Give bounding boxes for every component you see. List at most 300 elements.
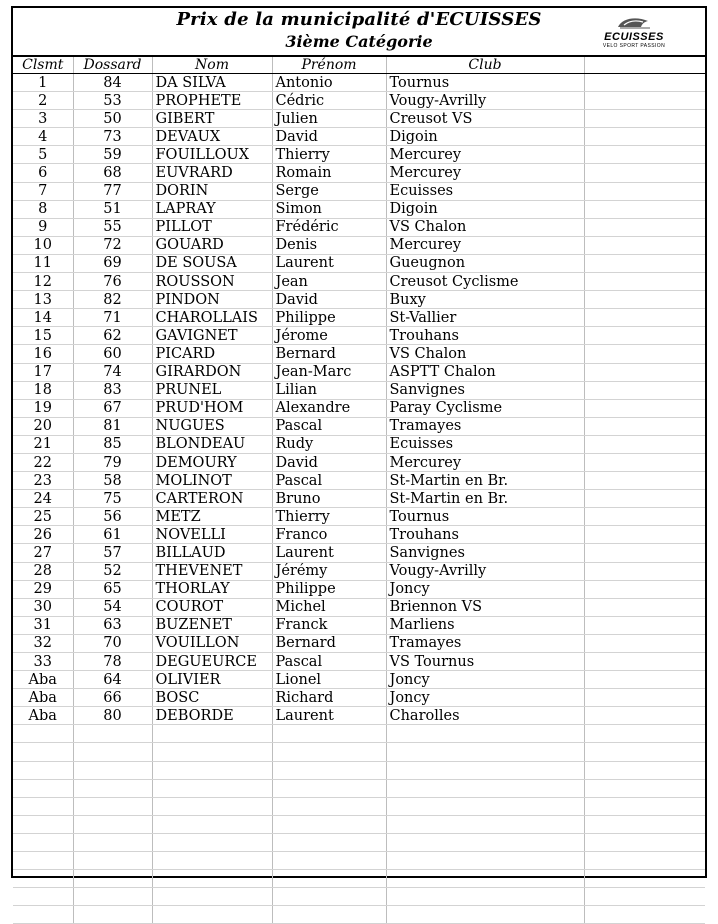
cell-blank [584,580,705,598]
cell-nom: PICARD [152,345,272,363]
cell-blank [584,490,705,508]
cell-clsmt: 7 [13,182,73,200]
table-row [13,689,705,707]
cell-blank [584,399,705,417]
cell-nom: BLONDEAU [152,435,272,453]
cell-nom: THEVENET [152,562,272,580]
cell-clsmt: 32 [13,634,73,652]
cell-blank [584,544,705,562]
cell-club: St-Martin en Br. [386,472,584,490]
table-row [13,110,705,128]
cell-club: Mercurey [386,164,584,182]
cell-dossard [73,906,152,924]
cell-prenom [272,833,386,851]
cell-blank [584,453,705,471]
cell-blank [584,74,705,92]
cell-nom: OLIVIER [152,671,272,689]
cell-prenom: Franck [272,616,386,634]
table-row-empty [13,779,705,797]
cell-club [386,870,584,888]
cell-club: Ecuisses [386,435,584,453]
cell-prenom [272,906,386,924]
table-row [13,74,705,92]
cell-clsmt: 19 [13,399,73,417]
cell-club [386,725,584,743]
cell-nom: DA SILVA [152,74,272,92]
cell-clsmt [13,888,73,906]
cell-prenom: Jérome [272,327,386,345]
cell-clsmt: 22 [13,453,73,471]
cell-prenom: Bruno [272,490,386,508]
cell-blank [584,508,705,526]
cell-blank [584,815,705,833]
cell-clsmt: 14 [13,309,73,327]
cell-nom [152,743,272,761]
cell-blank [584,291,705,309]
cell-prenom: Jérémy [272,562,386,580]
column-header-prenom: Prénom [272,57,386,74]
cell-blank [584,634,705,652]
cell-nom: DEVAUX [152,128,272,146]
cyclist-helmet-logo-icon [614,15,654,31]
cell-prenom: Lilian [272,381,386,399]
cell-blank [584,888,705,906]
cell-prenom: Michel [272,598,386,616]
cell-dossard: 65 [73,580,152,598]
table-row [13,146,705,164]
cell-clsmt: 33 [13,653,73,671]
cell-dossard [73,888,152,906]
cell-blank [584,689,705,707]
cell-blank [584,164,705,182]
cell-nom: BUZENET [152,616,272,634]
cell-dossard: 50 [73,110,152,128]
cell-dossard [73,815,152,833]
cell-clsmt: 17 [13,363,73,381]
cell-blank [584,743,705,761]
cell-club: Mercurey [386,236,584,254]
cell-nom: GIRARDON [152,363,272,381]
page-title: Prix de la municipalité d'ECUISSES [176,9,542,30]
cell-prenom [272,743,386,761]
results-sheet [11,6,707,878]
cell-dossard: 82 [73,291,152,309]
cell-dossard: 64 [73,671,152,689]
cell-clsmt: 4 [13,128,73,146]
cell-dossard: 74 [73,363,152,381]
cell-club: Paray Cyclisme [386,399,584,417]
cell-club: Vougy-Avrilly [386,562,584,580]
cell-nom: DEBORDE [152,707,272,725]
cell-club: Joncy [386,689,584,707]
cell-prenom: Richard [272,689,386,707]
cell-dossard: 52 [73,562,152,580]
cell-dossard [73,797,152,815]
cell-prenom [272,797,386,815]
cell-prenom: Alexandre [272,399,386,417]
cell-club [386,797,584,815]
cell-clsmt: 31 [13,616,73,634]
cell-club: Tournus [386,508,584,526]
table-row-empty [13,852,705,870]
results-table [13,57,705,924]
table-row [13,291,705,309]
cell-nom: PILLOT [152,218,272,236]
cell-dossard: 77 [73,182,152,200]
cell-dossard: 69 [73,254,152,272]
cell-dossard: 66 [73,689,152,707]
cell-dossard: 51 [73,200,152,218]
cell-prenom [272,852,386,870]
cell-club: St-Vallier [386,309,584,327]
cell-blank [584,92,705,110]
cell-blank [584,236,705,254]
cell-clsmt: 16 [13,345,73,363]
table-row [13,598,705,616]
cell-dossard: 75 [73,490,152,508]
table-row-empty [13,870,705,888]
cell-prenom: David [272,453,386,471]
cell-blank [584,833,705,851]
cell-club: Gueugnon [386,254,584,272]
cell-clsmt: 26 [13,526,73,544]
cell-blank [584,779,705,797]
cell-nom: MOLINOT [152,472,272,490]
table-row [13,128,705,146]
cell-dossard: 68 [73,164,152,182]
cell-club: Ecuisses [386,182,584,200]
cell-prenom: Bernard [272,345,386,363]
cell-prenom [272,888,386,906]
cell-clsmt: Aba [13,707,73,725]
table-row [13,616,705,634]
cell-club: Trouhans [386,327,584,345]
cell-dossard: 71 [73,309,152,327]
table-row [13,634,705,652]
cell-prenom [272,815,386,833]
cell-blank [584,653,705,671]
cell-blank [584,381,705,399]
cell-clsmt [13,725,73,743]
cell-club [386,906,584,924]
cell-dossard: 53 [73,92,152,110]
table-row-empty [13,797,705,815]
cell-nom [152,870,272,888]
cell-prenom: Laurent [272,254,386,272]
cell-prenom: Pascal [272,653,386,671]
cell-prenom [272,761,386,779]
cell-club: Sanvignes [386,381,584,399]
table-row [13,671,705,689]
cell-blank [584,309,705,327]
cell-blank [584,435,705,453]
cell-club: Charolles [386,707,584,725]
cell-dossard: 79 [73,453,152,471]
column-header-blank [584,57,705,74]
table-row [13,562,705,580]
table-row [13,327,705,345]
cell-clsmt [13,779,73,797]
cell-prenom: Pascal [272,417,386,435]
cell-prenom: David [272,291,386,309]
cell-clsmt: 21 [13,435,73,453]
table-row [13,200,705,218]
table-row [13,453,705,471]
cell-blank [584,110,705,128]
sheet-header [13,8,705,57]
cell-prenom: Jean-Marc [272,363,386,381]
table-row-empty [13,815,705,833]
cell-club: Creusot Cyclisme [386,273,584,291]
cell-club: Digoin [386,200,584,218]
cell-nom: FOUILLOUX [152,146,272,164]
cell-prenom [272,725,386,743]
cell-prenom: Serge [272,182,386,200]
cell-clsmt: 2 [13,92,73,110]
table-row [13,707,705,725]
cell-clsmt: Aba [13,689,73,707]
cell-prenom: Frédéric [272,218,386,236]
cell-club: Mercurey [386,146,584,164]
table-row [13,526,705,544]
cell-blank [584,182,705,200]
cell-prenom: Lionel [272,671,386,689]
cell-blank [584,254,705,272]
table-row [13,653,705,671]
cell-nom: VOUILLON [152,634,272,652]
cell-club: Briennon VS [386,598,584,616]
cell-blank [584,906,705,924]
cell-club: Creusot VS [386,110,584,128]
column-header-club: Club [386,57,584,74]
cell-club: Tournus [386,74,584,92]
cell-nom: BILLAUD [152,544,272,562]
cell-blank [584,363,705,381]
cell-nom [152,888,272,906]
cell-prenom [272,779,386,797]
cell-dossard: 63 [73,616,152,634]
table-row [13,580,705,598]
cell-blank [584,417,705,435]
table-row [13,345,705,363]
table-row [13,218,705,236]
cell-clsmt: 13 [13,291,73,309]
cell-prenom: Laurent [272,707,386,725]
cell-clsmt [13,906,73,924]
table-row-empty [13,725,705,743]
cell-dossard [73,852,152,870]
cell-club: VS Tournus [386,653,584,671]
cell-clsmt: 27 [13,544,73,562]
cell-clsmt: 24 [13,490,73,508]
table-row-empty [13,906,705,924]
cell-clsmt: Aba [13,671,73,689]
cell-blank [584,273,705,291]
table-row [13,182,705,200]
cell-blank [584,671,705,689]
cell-nom: PRUNEL [152,381,272,399]
cell-dossard: 72 [73,236,152,254]
column-header-nom: Nom [152,57,272,74]
page-subtitle: 3ième Catégorie [285,32,433,51]
cell-clsmt: 18 [13,381,73,399]
cell-club: Joncy [386,671,584,689]
cell-nom: DORIN [152,182,272,200]
table-row [13,164,705,182]
table-row-empty [13,743,705,761]
cell-dossard: 67 [73,399,152,417]
cell-club: St-Martin en Br. [386,490,584,508]
cell-dossard [73,725,152,743]
table-row [13,417,705,435]
table-row [13,309,705,327]
cell-blank [584,797,705,815]
cell-prenom: Simon [272,200,386,218]
cell-nom: NUGUES [152,417,272,435]
cell-blank [584,345,705,363]
cell-blank [584,725,705,743]
cell-clsmt [13,797,73,815]
cell-clsmt: 5 [13,146,73,164]
cell-club: Buxy [386,291,584,309]
cell-nom: EUVRARD [152,164,272,182]
cell-prenom: Philippe [272,309,386,327]
club-logo [593,15,675,53]
column-header-clsmt: Clsmt [13,57,73,74]
cell-club: Tramayes [386,634,584,652]
table-row [13,363,705,381]
cell-prenom: Thierry [272,146,386,164]
cell-dossard: 56 [73,508,152,526]
cell-blank [584,870,705,888]
cell-nom: PINDON [152,291,272,309]
logo-brand: ECUISSES [604,31,664,43]
cell-clsmt [13,815,73,833]
table-row [13,381,705,399]
cell-blank [584,598,705,616]
cell-clsmt [13,852,73,870]
cell-club: Joncy [386,580,584,598]
cell-blank [584,327,705,345]
cell-dossard: 60 [73,345,152,363]
cell-clsmt: 15 [13,327,73,345]
cell-blank [584,218,705,236]
cell-club [386,779,584,797]
table-row [13,399,705,417]
cell-clsmt [13,761,73,779]
cell-prenom: David [272,128,386,146]
cell-club [386,833,584,851]
logo-tagline: VELO SPORT PASSION [602,43,666,49]
cell-nom: NOVELLI [152,526,272,544]
cell-nom [152,833,272,851]
cell-prenom: Franco [272,526,386,544]
cell-club: VS Chalon [386,218,584,236]
cell-dossard: 80 [73,707,152,725]
cell-nom: THORLAY [152,580,272,598]
cell-club [386,743,584,761]
cell-dossard: 76 [73,273,152,291]
cell-club: ASPTT Chalon [386,363,584,381]
cell-clsmt: 29 [13,580,73,598]
table-row [13,236,705,254]
table-row [13,490,705,508]
cell-dossard [73,833,152,851]
cell-club: VS Chalon [386,345,584,363]
cell-clsmt: 23 [13,472,73,490]
cell-club [386,888,584,906]
cell-dossard: 57 [73,544,152,562]
cell-clsmt: 20 [13,417,73,435]
cell-prenom: Antonio [272,74,386,92]
cell-nom [152,815,272,833]
cell-nom: CHAROLLAIS [152,309,272,327]
cell-clsmt: 8 [13,200,73,218]
cell-prenom: Rudy [272,435,386,453]
cell-dossard: 85 [73,435,152,453]
cell-nom: GAVIGNET [152,327,272,345]
cell-nom: DE SOUSA [152,254,272,272]
cell-nom [152,779,272,797]
cell-clsmt [13,833,73,851]
cell-nom: GOUARD [152,236,272,254]
cell-prenom: Julien [272,110,386,128]
cell-nom [152,761,272,779]
table-row-empty [13,888,705,906]
cell-nom [152,852,272,870]
cell-nom: ROUSSON [152,273,272,291]
results-body [13,74,705,924]
cell-nom: METZ [152,508,272,526]
cell-blank [584,707,705,725]
cell-nom: COUROT [152,598,272,616]
cell-dossard: 81 [73,417,152,435]
cell-dossard: 83 [73,381,152,399]
cell-nom: GIBERT [152,110,272,128]
cell-club [386,761,584,779]
cell-dossard: 59 [73,146,152,164]
cell-prenom: Philippe [272,580,386,598]
cell-club [386,852,584,870]
cell-prenom: Laurent [272,544,386,562]
cell-club: Trouhans [386,526,584,544]
cell-blank [584,200,705,218]
cell-prenom: Denis [272,236,386,254]
cell-clsmt [13,870,73,888]
table-row [13,254,705,272]
table-row [13,92,705,110]
cell-clsmt: 1 [13,74,73,92]
cell-dossard: 78 [73,653,152,671]
cell-dossard: 62 [73,327,152,345]
cell-nom [152,725,272,743]
cell-prenom: Cédric [272,92,386,110]
table-row [13,472,705,490]
table-row [13,544,705,562]
cell-nom [152,906,272,924]
cell-prenom: Bernard [272,634,386,652]
cell-dossard: 55 [73,218,152,236]
cell-blank [584,761,705,779]
cell-prenom: Jean [272,273,386,291]
cell-prenom: Pascal [272,472,386,490]
cell-dossard: 54 [73,598,152,616]
cell-nom: PRUD'HOM [152,399,272,417]
cell-nom: BOSC [152,689,272,707]
table-header-row [13,57,705,74]
cell-prenom [272,870,386,888]
cell-clsmt [13,743,73,761]
